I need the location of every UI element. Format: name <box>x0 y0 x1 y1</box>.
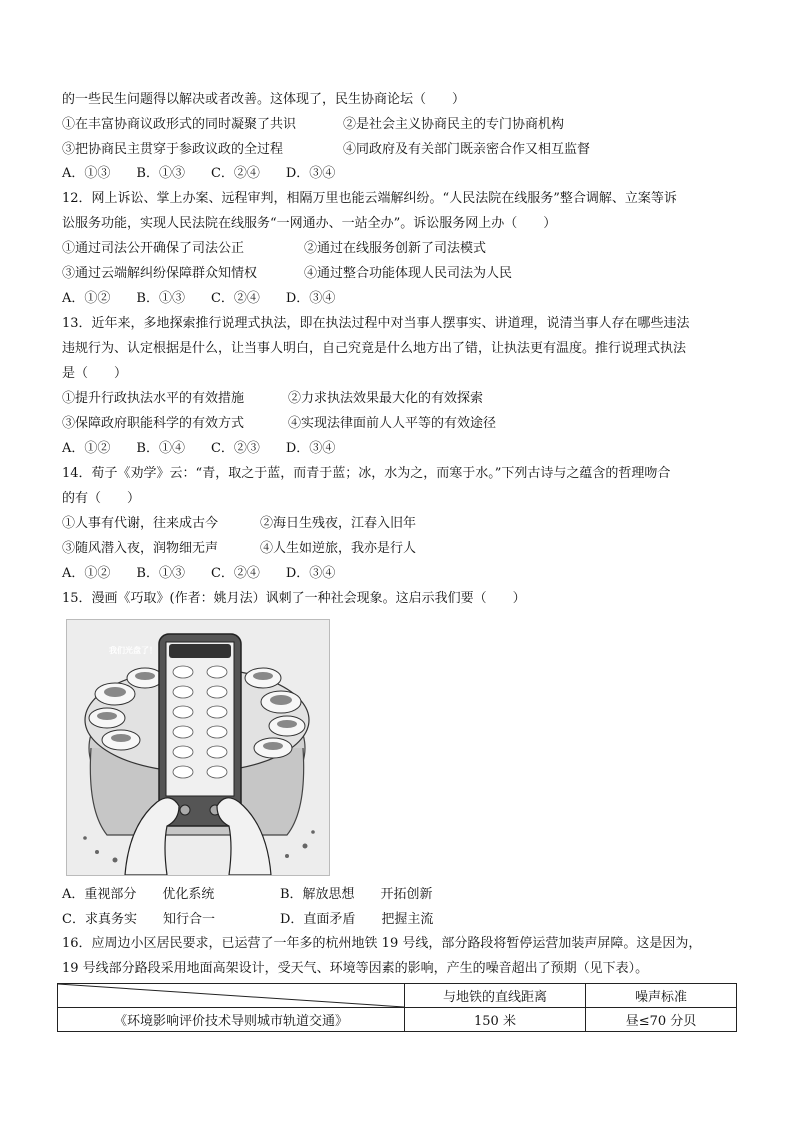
q13-answers: A．①② B．①④ C．②③ D．③④ <box>62 441 336 456</box>
q15-option-b: B．解放思想 开拓创新 <box>280 887 433 902</box>
table-header-blank-cell <box>58 984 405 1008</box>
q14-stem-line-2: 的有（ ） <box>62 491 141 506</box>
q12-stem-line-2: 讼服务功能，实现人民法院在线服务“一网通办、一站全办”。诉讼服务网上办（ ） <box>62 216 557 231</box>
q11-stem-continued: 的一些民生问题得以解决或者改善。这体现了，民生协商论坛（ ） <box>62 92 466 107</box>
q12-stem-line-1: 12．网上诉讼、掌上办案、远程审判，相隔万里也能云端解纠纷。“人民法院在线服务”整合调解、立案等诉 <box>62 191 677 206</box>
q16-stem-line-1: 16．应周边小区居民要求，已运营了一年多的杭州地铁 19 号线，部分路段将暂停运营加装声屏障。这是因为， <box>62 936 702 951</box>
q13-option-4: ④实现法律面前人人平等的有效途径 <box>288 416 497 431</box>
table-cell-standard-name: 《环境影响评价技术导则城市轨道交通》 <box>58 1008 405 1032</box>
q12-option-4: ④通过整合功能体现人民司法为人民 <box>304 266 513 281</box>
q12-option-2: ②通过在线服务创新了司法模式 <box>304 241 487 256</box>
q11-answers: A．①③ B．①③ C．②④ D．③④ <box>62 166 336 181</box>
q13-option-3: ③保障政府职能科学的有效方式 <box>62 416 245 431</box>
table-cell-distance: 150 米 <box>405 1008 586 1032</box>
q15-option-c: C．求真务实 知行合一 <box>62 912 215 927</box>
q12-answers: A．①② B．①③ C．②④ D．③④ <box>62 291 336 306</box>
q14-option-4: ④人生如逆旅，我亦是行人 <box>260 541 417 556</box>
q14-option-1: ①人事有代谢，往来成古今 <box>62 516 219 531</box>
table-cell-noise: 昼≤70 分贝 <box>586 1008 737 1032</box>
q15-option-a: A．重视部分 优化系统 <box>62 887 215 902</box>
q14-option-3: ③随风潜入夜，润物细无声 <box>62 541 219 556</box>
q15-option-d: D．直面矛盾 把握主流 <box>280 912 434 927</box>
diagonal-line <box>58 984 404 1007</box>
q12-option-3: ③通过云端解纠纷保障群众知情权 <box>62 266 258 281</box>
q11-option-1: ①在丰富协商议政形式的同时凝聚了共识 <box>62 117 297 132</box>
q13-stem-line-1: 13．近年来，多地探索推行说理式执法，即在执法过程中对当事人摆事实、讲道理，说清当事人存在哪些违法 <box>62 316 690 331</box>
table-header-distance: 与地铁的直线距离 <box>405 984 586 1008</box>
q14-stem-line-1: 14．荀子《劝学》云：“青，取之于蓝，而青于蓝；冰，水为之，而寒于水。”下列古诗与之蕴含的哲理吻合 <box>62 466 671 481</box>
comic-illustration <box>67 620 329 875</box>
q14-option-2: ②海日生残夜，江春入旧年 <box>260 516 417 531</box>
q13-option-1: ①提升行政执法水平的有效措施 <box>62 391 245 406</box>
q14-answers: A．①② B．①③ C．②④ D．③④ <box>62 566 336 581</box>
q15-stem: 15．漫画《巧取》(作者：姚月法）讽刺了一种社会现象。这启示我们要（ ） <box>62 591 526 606</box>
comic-phone-caption: 我们光盘了！ <box>109 646 157 655</box>
noise-standard-table <box>57 983 737 1032</box>
table-header-noise-standard: 噪声标准 <box>586 984 737 1008</box>
q11-option-2: ②是社会主义协商民主的专门协商机构 <box>343 117 565 132</box>
q13-stem-line-2: 违规行为、认定根据是什么，让当事人明白，自己究竟是什么地方出了错，让执法更有温度。推行说理式执法 <box>62 341 687 356</box>
table-header-row <box>58 984 737 1008</box>
q16-stem-line-2: 19 号线部分路段采用地面高架设计，受天气、环境等因素的影响，产生的噪音超出了预期（见下表）。 <box>62 961 649 976</box>
q11-option-3: ③把协商民主贯穿于参政议政的全过程 <box>62 142 284 157</box>
q13-stem-line-3: 是（ ） <box>62 366 128 381</box>
q11-option-4: ④同政府及有关部门既亲密合作又相互监督 <box>343 142 591 157</box>
q12-option-1: ①通过司法公开确保了司法公正 <box>62 241 245 256</box>
q13-option-2: ②力求执法效果最大化的有效探索 <box>288 391 484 406</box>
table-row <box>58 1008 737 1032</box>
comic-image <box>66 619 330 876</box>
